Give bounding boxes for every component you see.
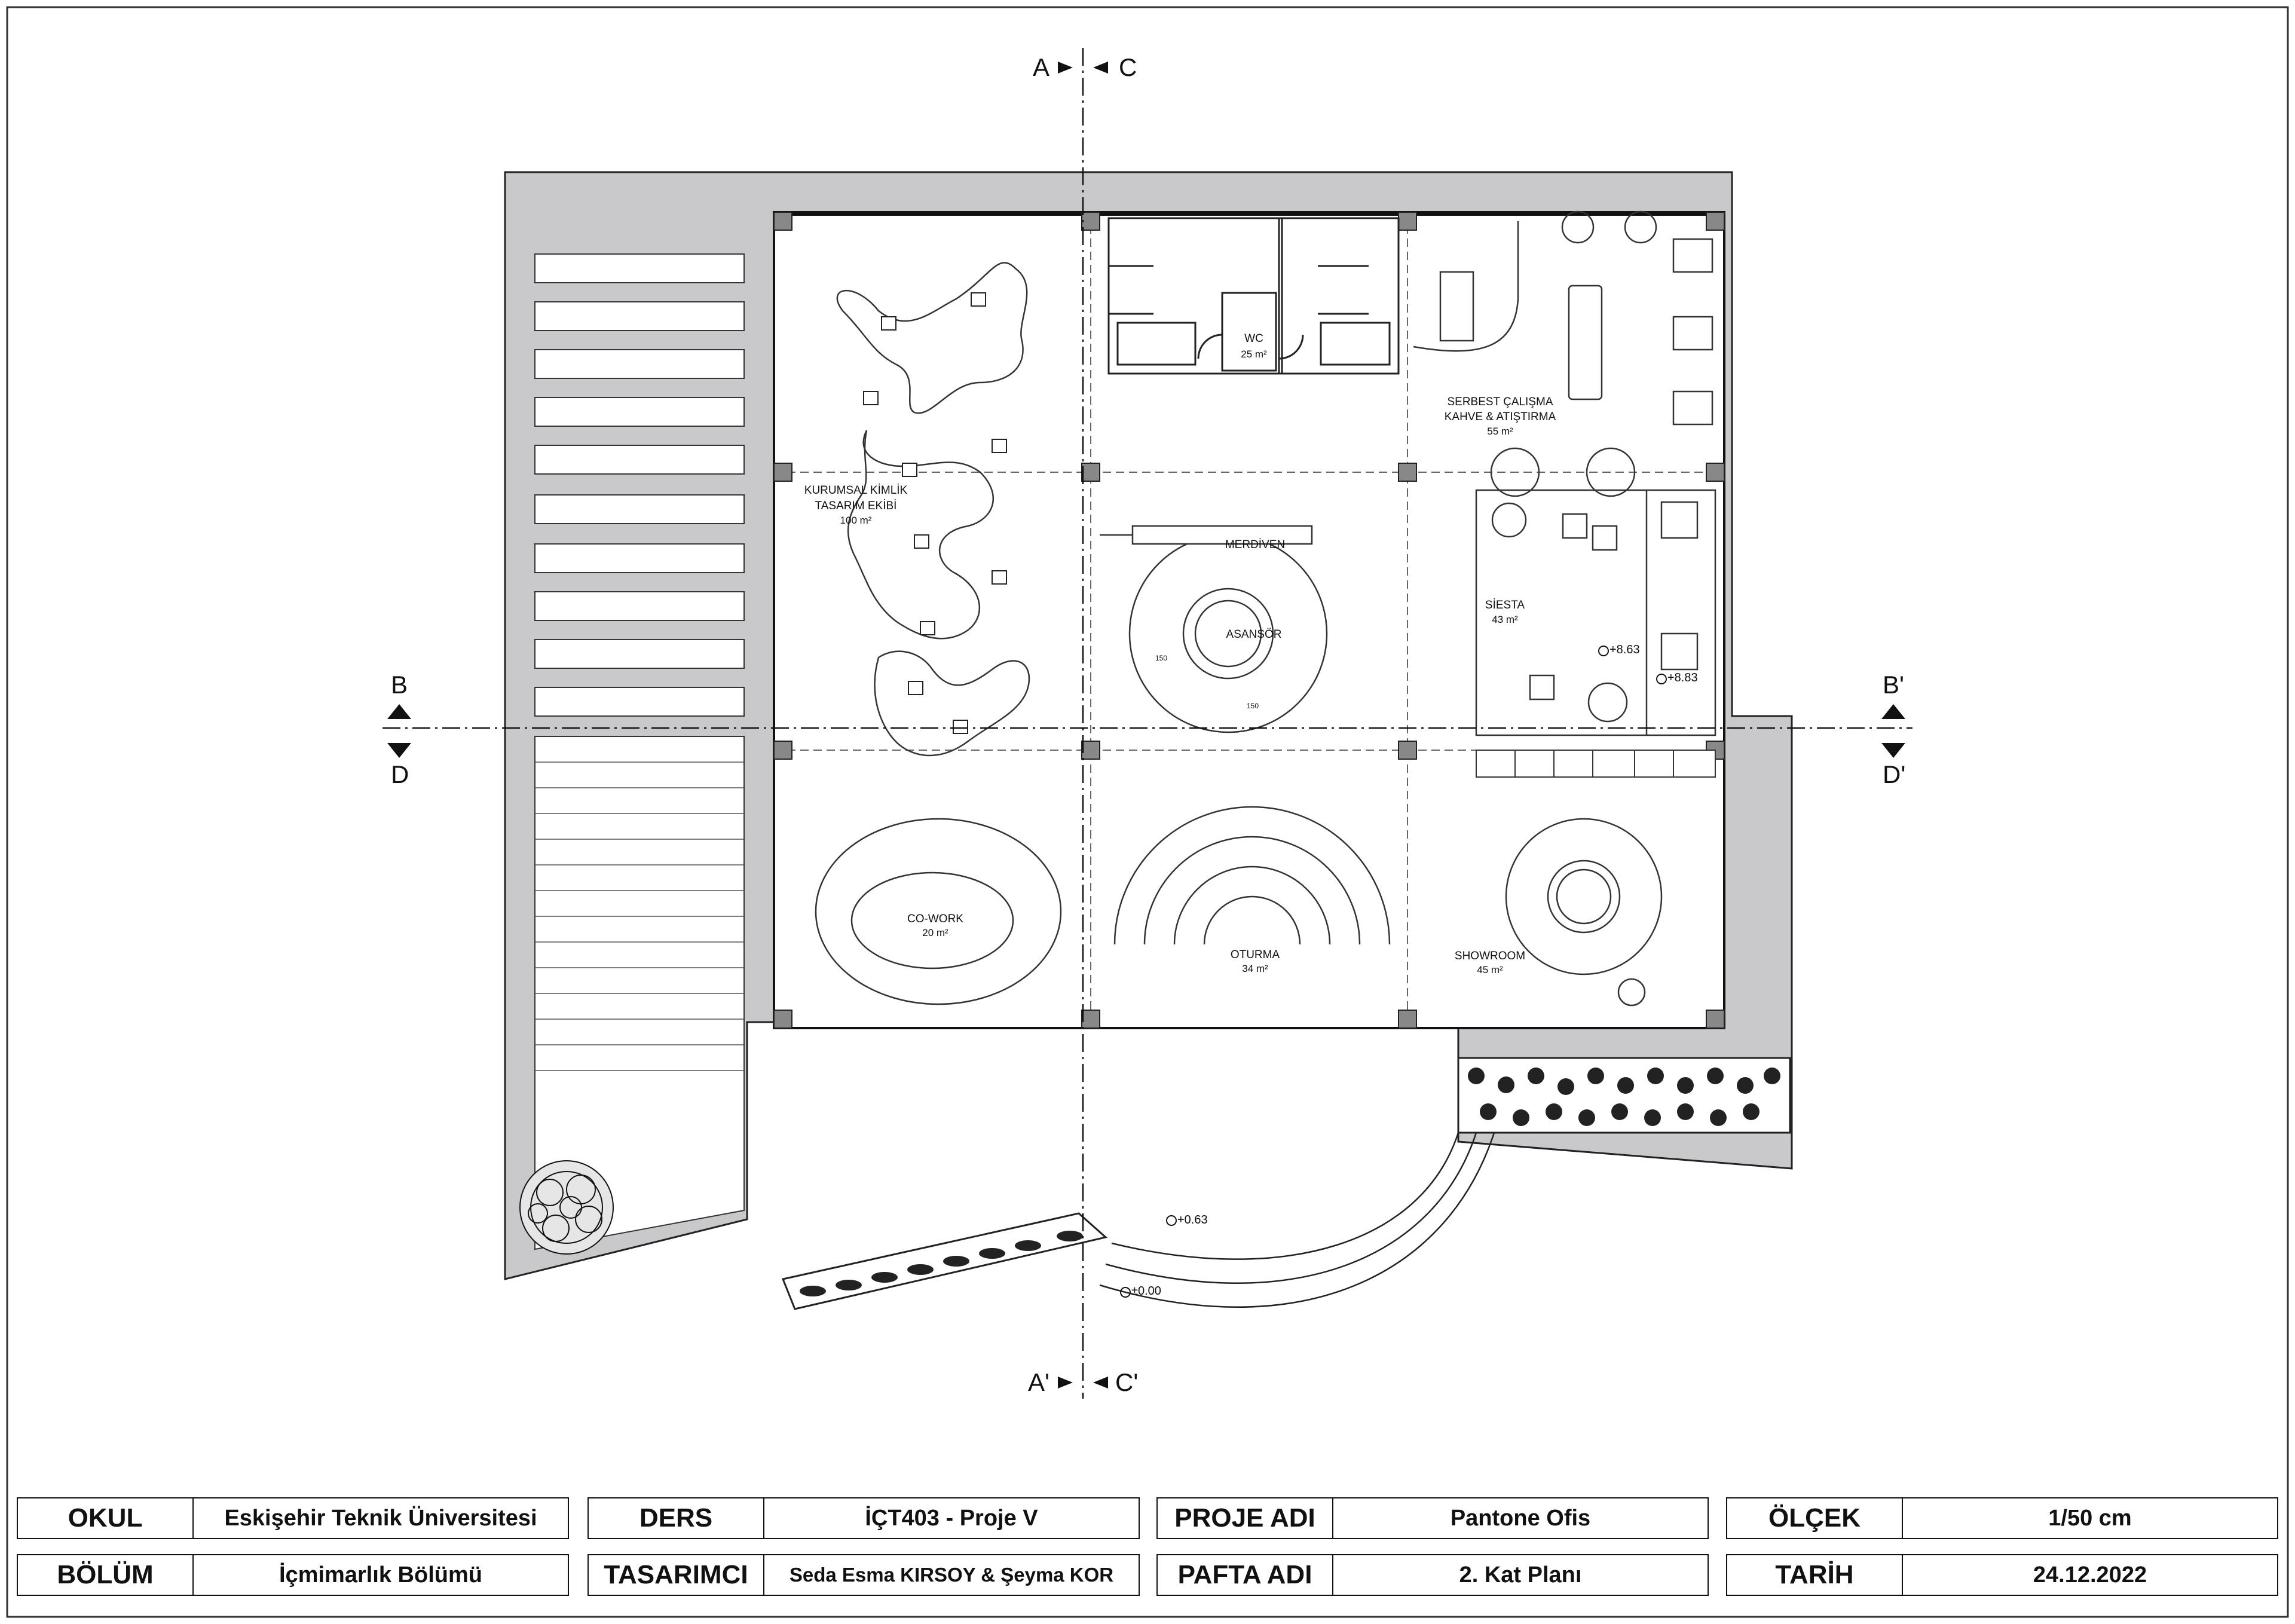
tarih-label: TARİH bbox=[1726, 1554, 1903, 1596]
level-863: +8.63 bbox=[1609, 643, 1640, 656]
bolum-value: İçmimarlık Bölümü bbox=[192, 1554, 569, 1596]
title-block bbox=[17, 1497, 2288, 1605]
tasarimci-value: Seda Esma KIRSOY & Şeyma KOR bbox=[763, 1554, 1140, 1596]
section-mark-c: C bbox=[1119, 53, 1137, 81]
room-serbest-area: 55 m² bbox=[1487, 426, 1513, 437]
room-kurumsal-line2: TASARIM EKİBİ bbox=[815, 500, 897, 512]
okul-value: Eskişehir Teknik Üniversitesi bbox=[192, 1497, 569, 1539]
room-oturma-name: OTURMA bbox=[1230, 949, 1280, 961]
section-mark-a-prime: A' bbox=[1028, 1368, 1050, 1396]
room-merdiven-name: MERDİVEN bbox=[1225, 539, 1286, 551]
level-883: +8.83 bbox=[1667, 671, 1698, 684]
section-mark-d-prime: D' bbox=[1883, 760, 1906, 788]
room-showroom-area: 45 m² bbox=[1477, 964, 1503, 975]
room-cowork-name: CO-WORK bbox=[907, 913, 963, 925]
room-cowork-area: 20 m² bbox=[922, 927, 948, 938]
dimension-150-left: 150 bbox=[1155, 654, 1168, 662]
proje-value: Pantone Ofis bbox=[1332, 1497, 1709, 1539]
olcek-value: 1/50 cm bbox=[1902, 1497, 2278, 1539]
tarih-value: 24.12.2022 bbox=[1902, 1554, 2278, 1596]
room-asansor-name: ASANSÖR bbox=[1226, 628, 1282, 641]
level-000: ±0.00 bbox=[1131, 1284, 1161, 1298]
room-siesta-area: 43 m² bbox=[1492, 614, 1518, 625]
room-kurumsal-line1: KURUMSAL KİMLİK bbox=[804, 484, 908, 497]
room-siesta-name: SİESTA bbox=[1485, 599, 1525, 611]
section-mark-b-prime: B' bbox=[1883, 671, 1905, 699]
bolum-label: BÖLÜM bbox=[17, 1554, 194, 1596]
olcek-label: ÖLÇEK bbox=[1726, 1497, 1903, 1539]
pafta-label: PAFTA ADI bbox=[1156, 1554, 1333, 1596]
tree-icon bbox=[520, 1161, 613, 1254]
room-kurumsal-area: 100 m² bbox=[840, 515, 872, 526]
room-showroom-name: SHOWROOM bbox=[1454, 950, 1526, 962]
planter-right bbox=[1458, 1058, 1790, 1133]
okul-label: OKUL bbox=[17, 1497, 194, 1539]
dimension-150-bottom: 150 bbox=[1246, 702, 1259, 710]
room-oturma-area: 34 m² bbox=[1242, 963, 1268, 974]
tasarimci-label: TASARIMCI bbox=[587, 1554, 764, 1596]
section-mark-d: D bbox=[391, 760, 409, 788]
ders-value: İÇT403 - Proje V bbox=[763, 1497, 1140, 1539]
siesta-steps bbox=[1476, 750, 1715, 777]
section-mark-a: A bbox=[1033, 53, 1050, 81]
level-063: +0.63 bbox=[1177, 1213, 1208, 1227]
room-serbest-line2: KAHVE & ATIŞTIRMA bbox=[1444, 411, 1556, 423]
ders-label: DERS bbox=[587, 1497, 764, 1539]
pafta-value: 2. Kat Planı bbox=[1332, 1554, 1709, 1596]
proje-label: PROJE ADI bbox=[1156, 1497, 1333, 1539]
section-mark-b: B bbox=[391, 671, 408, 699]
section-mark-c-prime: C' bbox=[1115, 1368, 1139, 1396]
room-wc-area: 25 m² bbox=[1241, 348, 1267, 360]
room-serbest-line1: SERBEST ÇALIŞMA bbox=[1447, 396, 1553, 408]
room-wc-name: WC bbox=[1244, 332, 1263, 345]
